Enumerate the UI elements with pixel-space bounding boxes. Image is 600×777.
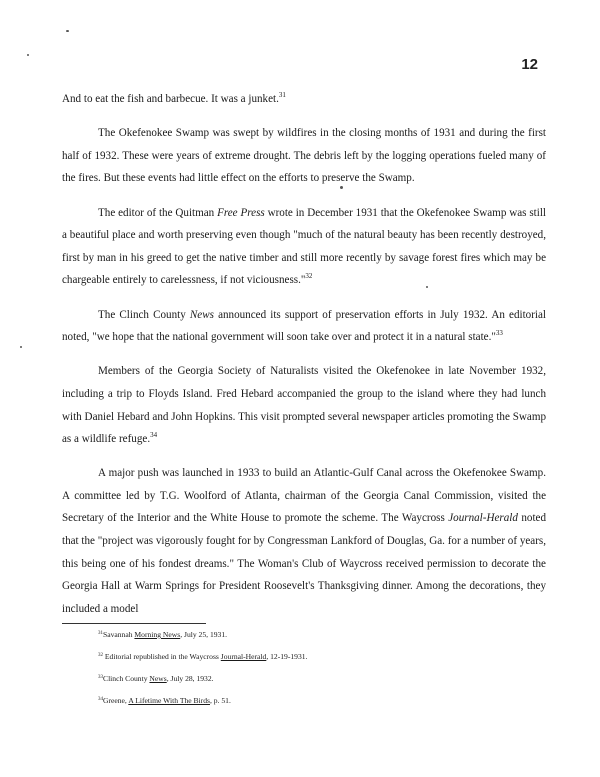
text-run: Members of the Georgia Society of Naturalists visited the Okefenokee in late November 1932, including a trip to Floyds Island. Fred Hebard accompanied the group to the island where they had lunch with Daniel Hebard and John Hopkins. This visit prompted several newspaper articles promoting the Swamp as a wildlife refuge.	[62, 365, 546, 446]
scan-speck	[27, 54, 29, 56]
italic-title: News	[189, 308, 214, 321]
footnote	[62, 695, 546, 717]
text-run: , 12-19-1931.	[266, 652, 308, 661]
text-run: Greene,	[103, 696, 129, 705]
text-run: The editor of the Quitman	[98, 206, 218, 219]
text-run: A major push was launched in 1933 to build an Atlantic-Gulf Canal across the Okefenokee Swamp. A committee led by T.G. Woolford of Atlanta, chairman of the Georgia Canal Commission, visited the Secretary of the Interior and the White House to promote the scheme. The Waycross	[62, 467, 546, 525]
underlined-title: A Lifetime With The Birds	[128, 696, 210, 705]
paragraph	[62, 202, 546, 292]
underlined-title: Morning News	[134, 630, 181, 639]
paragraph	[62, 462, 546, 620]
footnote-ref: 33	[98, 675, 103, 680]
italic-title: Free Press	[217, 206, 265, 219]
footnote-ref: 32	[98, 653, 103, 658]
footnotes	[62, 629, 546, 717]
underlined-title: Journal-Herald	[220, 652, 267, 661]
underlined-title: News	[149, 674, 167, 683]
footnote-ref: 32	[305, 272, 313, 281]
italic-title: Journal-Herald	[448, 512, 518, 525]
text-run: The Clinch County	[98, 308, 190, 321]
paragraph	[62, 360, 546, 450]
footnote-ref: 31	[278, 91, 286, 99]
text-run: Clinch County	[103, 674, 150, 683]
footnote	[62, 651, 546, 673]
text-run: The Okefenokee Swamp was swept by wildfires in the closing months of 1931 and during the first half of 1932. These were years of extreme drought. The debris left by the logging operations fueled many of the fires. But these events had little effect on the efforts to preserve the Swamp.	[62, 127, 546, 185]
scan-speck	[20, 346, 22, 348]
text-run: , July 25, 1931.	[180, 630, 228, 639]
footnote-ref: 34	[98, 697, 103, 702]
text-run: Editorial republished in the Waycross	[103, 652, 221, 661]
footnote-ref: 31	[98, 631, 103, 636]
page-number: 12	[521, 56, 538, 73]
footnote-ref: 34	[150, 431, 158, 440]
footnote-ref: 33	[495, 329, 503, 338]
text-run: announced its support of preservation efforts in July 1932. An editorial noted, "we hope that the national government will soon take over and protect it in a natural state."	[62, 308, 546, 344]
paragraph	[62, 122, 546, 190]
footnote-separator	[62, 623, 206, 624]
scan-speck	[66, 30, 69, 32]
paragraph	[62, 88, 546, 111]
text-run: noted that the "project was vigorously fought for by Congressman Lankford of Douglas, Ga. for a number of years, this being one of his fondest dreams." The Woman's Club of Waycross received permission to decorate the Georgia Hall at Warm Springs for President Roosevelt's Thanksgiving dinner. Among the decorations, they included a model	[62, 512, 547, 615]
footnote	[62, 629, 546, 651]
text-run: Savannah	[103, 630, 135, 639]
text-run: wrote in December 1931 that the Okefenokee Swamp was still a beautiful place and worth preserving even though "much of the natural beauty has been recently destroyed, first by man in his greed to get the native timber and still more recently by savage forest fires which may be chargeable entirely to carelessness, if not viciousness."	[62, 206, 546, 287]
body-text	[62, 88, 546, 632]
paragraph	[62, 304, 546, 349]
text-run: , p. 51.	[209, 696, 231, 705]
text-run: And to eat the fish and barbecue. It was a junket.	[62, 93, 279, 105]
text-run: , July 28, 1932.	[166, 674, 214, 683]
footnote	[62, 673, 546, 695]
